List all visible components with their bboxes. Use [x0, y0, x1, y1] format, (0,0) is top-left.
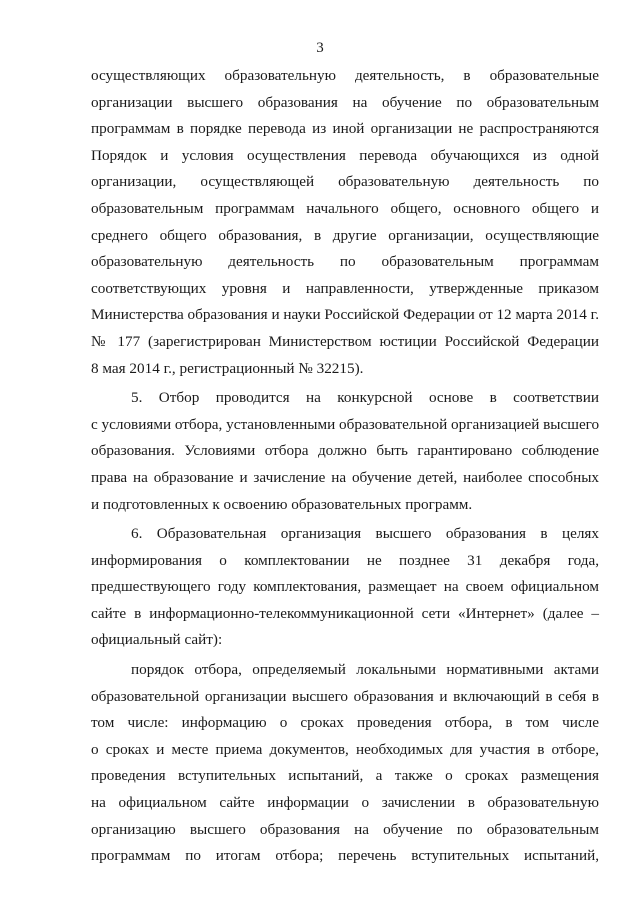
text-line: на официальном сайте информации о зачислении в образовательную: [91, 794, 599, 812]
paragraph-item-5: [91, 385, 599, 518]
text-line: том числе: информацию о сроках проведения отбора, в том числе: [91, 714, 599, 732]
text-line: образования. Условиями отбора должно быть гарантировано соблюдение: [91, 442, 599, 460]
text-line: среднего общего образования, в другие организации, осуществляющие: [91, 226, 599, 244]
document-body: [91, 63, 599, 870]
text-line: образовательной организации высшего образования и включающий в себя в: [91, 687, 599, 705]
paragraph-selection-order: [91, 657, 599, 870]
text-line: 5. Отбор проводится на конкурсной основе в соответствии: [131, 389, 599, 407]
text-line: о сроках и месте приема документов, необходимых для участия в отборе,: [91, 740, 599, 758]
text-line: организации, осуществляющей образовательную деятельность по: [91, 173, 599, 191]
text-line: предшествующего году комплектования, размещает на своем официальном: [91, 578, 599, 596]
text-line: 8 мая 2014 г., регистрационный № 32215).: [91, 359, 364, 377]
paragraph-continuation: [91, 63, 599, 382]
text-line: образовательным программам начального общего, основного общего и: [91, 199, 599, 217]
text-line: и подготовленных к освоению образовательных программ.: [91, 495, 473, 513]
text-line: программам в порядке перевода из иной организации не распространяются: [91, 120, 599, 138]
page-number: 3: [316, 40, 324, 56]
text-line: информирования о комплектовании не позднее 31 декабря года,: [91, 551, 599, 569]
text-line: с условиями отбора, установленными образовательной организацией высшего: [91, 415, 600, 433]
text-line: Министерства образования и науки Российской Федерации от 12 марта 2014 г.: [91, 306, 599, 324]
text-line: порядок отбора, определяемый локальными нормативными актами: [131, 661, 599, 679]
text-line: сайте в информационно-телекоммуникационной сети «Интернет» (далее –: [91, 604, 599, 622]
text-line: 6. Образовательная организация высшего образования в целях: [131, 525, 599, 543]
text-line: Порядок и условия осуществления перевода обучающихся из одной: [91, 146, 599, 164]
text-line: проведения вступительных испытаний, а также о сроках размещения: [91, 767, 599, 785]
text-line: права на образование и зачисление на обучение детей, наиболее способных: [91, 468, 599, 486]
text-line: осуществляющих образовательную деятельность, в образовательные: [91, 67, 599, 84]
text-line: официальный сайт):: [91, 631, 223, 649]
text-line: организации высшего образования на обучение по образовательным: [91, 93, 599, 111]
text-line: образовательную деятельность по образовательным программам: [91, 253, 599, 271]
text-line: соответствующих уровня и направленности, утвержденные приказом: [91, 279, 599, 297]
paragraph-item-6: [91, 521, 599, 654]
text-line: организацию высшего образования на обучение по образовательным: [91, 820, 599, 838]
text-line: № 177 (зарегистрирован Министерством юстиции Российской Федерации: [91, 332, 599, 350]
text-line: программам по итогам отбора; перечень вступительных испытаний,: [91, 847, 599, 865]
